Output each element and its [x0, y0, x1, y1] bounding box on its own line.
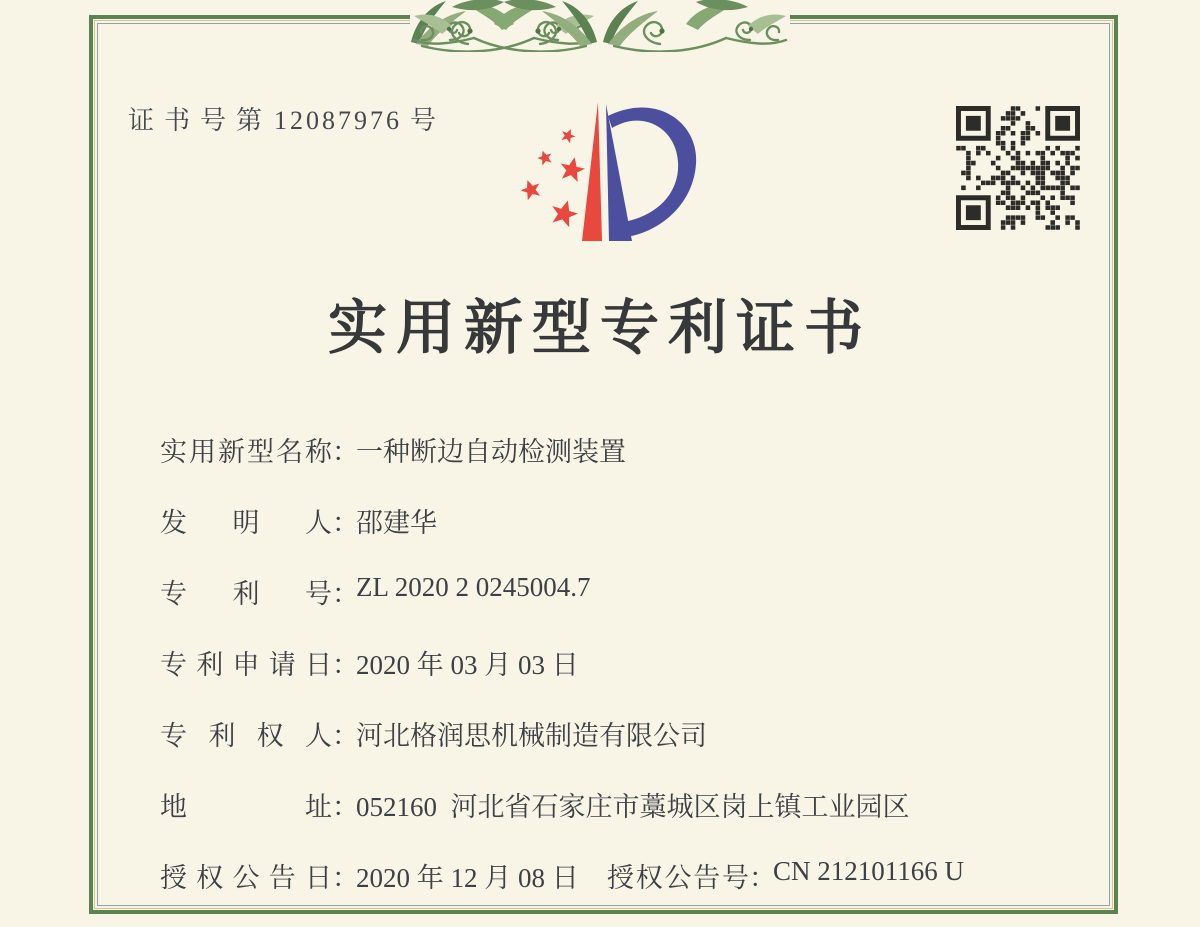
field-label: 专利号: [160, 579, 332, 609]
field-label: 发明人: [160, 508, 332, 538]
certificate-fields: [160, 430, 1110, 927]
field-colon: ：: [749, 863, 776, 893]
field-value: 2020 年 12 月 08 日: [356, 863, 579, 893]
field-row-patentee: [160, 714, 1110, 754]
grant-number-field: [607, 856, 964, 895]
field-value: 一种断边自动检测装置: [356, 437, 626, 467]
field-colon: ：: [332, 721, 359, 751]
field-value: 邵建华: [356, 508, 437, 538]
field-label: 实用新型名称: [160, 437, 332, 467]
certificate-number-suffix: 号: [410, 106, 437, 135]
field-colon: ：: [332, 508, 359, 538]
field-row-name: [160, 430, 1110, 470]
field-label: 地址: [160, 792, 332, 822]
qr-code-icon: [956, 106, 1080, 230]
cnipa-patent-logo-icon: [518, 96, 708, 246]
field-value: 2020 年 03 月 03 日: [356, 650, 579, 680]
field-row-patent-number: [160, 572, 1110, 612]
field-row-address: [160, 785, 1110, 825]
floral-scroll-ornament-icon: [408, 0, 792, 52]
field-label: 授权公告日: [160, 863, 332, 893]
field-row-inventor: [160, 501, 1110, 541]
field-label: 专利申请日: [160, 650, 332, 680]
field-colon: ：: [332, 792, 359, 822]
field-colon: ：: [332, 863, 359, 893]
field-label: 专利权人: [160, 721, 332, 751]
field-value: ZL 2020 2 0245004.7: [356, 572, 591, 602]
field-value: CN 212101166 U: [773, 856, 965, 886]
certificate-number-prefix: 证书号第: [128, 106, 273, 135]
field-colon: ：: [332, 437, 359, 467]
field-value: 052160 河北省石家庄市藁城区岗上镇工业园区: [356, 792, 910, 822]
field-value: 河北格润思机械制造有限公司: [356, 721, 707, 751]
field-label: 授权公告号: [607, 863, 749, 893]
certificate-number: [128, 100, 436, 137]
certificate-title: 实用新型专利证书: [327, 295, 872, 361]
certificate-number-value: 12087976: [274, 106, 403, 135]
field-colon: ：: [332, 579, 359, 609]
field-row-filing-date: [160, 643, 1110, 683]
field-row-grant: [160, 856, 1110, 896]
field-colon: ：: [332, 650, 359, 680]
